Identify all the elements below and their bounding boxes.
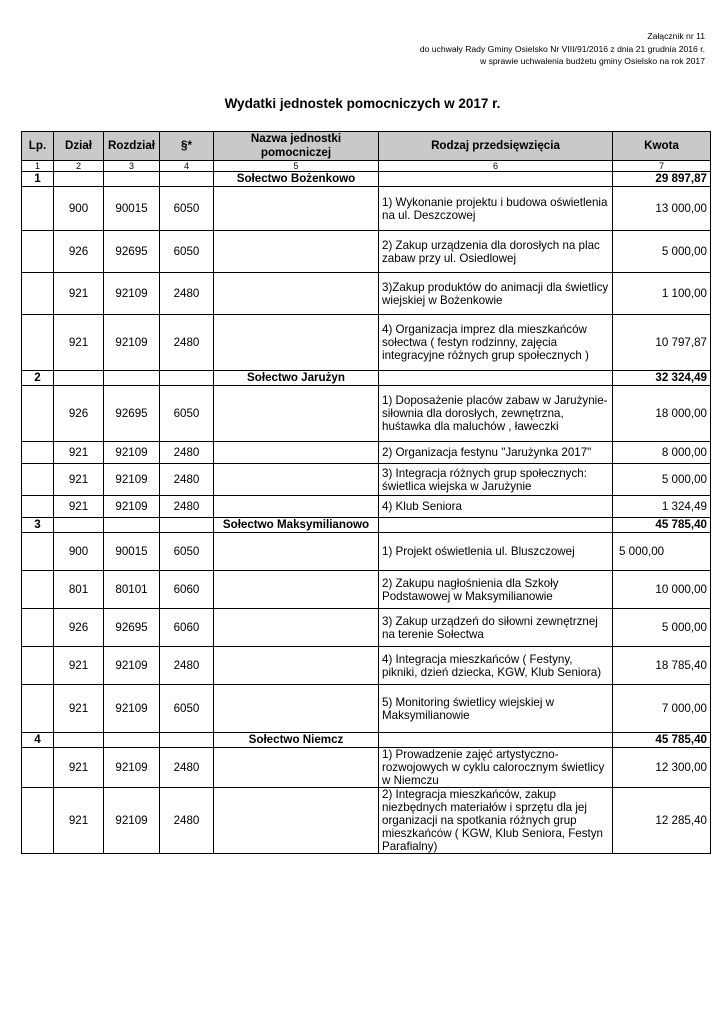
attachment-note	[420, 30, 705, 68]
amount-cell: 8 000,00	[613, 442, 711, 464]
column-number: 4	[160, 161, 214, 172]
dzial-cell: 921	[54, 496, 104, 518]
empty-cell	[214, 315, 379, 371]
empty-cell	[22, 464, 54, 496]
section-row	[22, 518, 711, 533]
dzial-cell: 926	[54, 609, 104, 647]
empty-cell	[22, 273, 54, 315]
rozdzial-cell: 90015	[104, 533, 160, 571]
column-number: 3	[104, 161, 160, 172]
empty-cell	[214, 187, 379, 231]
empty-cell	[214, 464, 379, 496]
amount-cell: 12 285,40	[613, 788, 711, 854]
amount-cell: 5 000,00	[613, 464, 711, 496]
empty-cell	[104, 733, 160, 748]
column-number-row	[22, 161, 711, 172]
table-row	[22, 533, 711, 571]
table-row	[22, 315, 711, 371]
paragraf-cell: 6060	[160, 571, 214, 609]
empty-cell	[379, 371, 613, 386]
amount-cell: 13 000,00	[613, 187, 711, 231]
empty-cell	[22, 609, 54, 647]
description-cell: 4) Klub Seniora	[379, 496, 613, 518]
page-title: Wydatki jednostek pomocniczych w 2017 r.	[224, 96, 501, 111]
empty-cell	[214, 685, 379, 733]
section-name: Sołectwo Bożenkowo	[214, 172, 379, 187]
empty-cell	[379, 172, 613, 187]
empty-cell	[22, 386, 54, 442]
description-cell: 1) Wykonanie projektu i budowa oświetlenia na ul. Deszczowej	[379, 187, 613, 231]
section-row	[22, 371, 711, 386]
empty-cell	[54, 733, 104, 748]
description-cell: 3)Zakup produktów do animacji dla świetlicy wiejskiej w Bożenkowie	[379, 273, 613, 315]
empty-cell	[214, 442, 379, 464]
description-cell: 1) Prowadzenie zajęć artystyczno- rozwojowych w cyklu calorocznym świetlicy w Niemczu	[379, 748, 613, 788]
dzial-cell: 921	[54, 647, 104, 685]
amount-cell: 10 797,87	[613, 315, 711, 371]
empty-cell	[22, 788, 54, 854]
section-total: 32 324,49	[613, 371, 711, 386]
amount-cell: 7 000,00	[613, 685, 711, 733]
expenses-table	[21, 131, 711, 854]
table-row	[22, 187, 711, 231]
header-rozdzial: Rozdział	[104, 132, 160, 161]
rozdzial-cell: 92109	[104, 442, 160, 464]
section-lp: 3	[22, 518, 54, 533]
paragraf-cell: 2480	[160, 647, 214, 685]
table-row	[22, 231, 711, 273]
empty-cell	[22, 533, 54, 571]
empty-cell	[214, 231, 379, 273]
empty-cell	[104, 371, 160, 386]
amount-cell: 1 100,00	[613, 273, 711, 315]
empty-cell	[214, 788, 379, 854]
empty-cell	[214, 386, 379, 442]
header-row	[22, 132, 711, 161]
paragraf-cell: 2480	[160, 496, 214, 518]
header-lp: Lp.	[22, 132, 54, 161]
empty-cell	[160, 172, 214, 187]
empty-cell	[214, 571, 379, 609]
rozdzial-cell: 92109	[104, 496, 160, 518]
rozdzial-cell: 92695	[104, 386, 160, 442]
column-number: 7	[613, 161, 711, 172]
amount-cell: 12 300,00	[613, 748, 711, 788]
rozdzial-cell: 92109	[104, 748, 160, 788]
empty-cell	[214, 496, 379, 518]
rozdzial-cell: 92109	[104, 788, 160, 854]
empty-cell	[22, 496, 54, 518]
amount-cell: 5 000,00	[613, 231, 711, 273]
dzial-cell: 926	[54, 231, 104, 273]
table-row	[22, 748, 711, 788]
attachment-line-1: Załącznik nr 11	[647, 31, 705, 41]
header-paragraf: §*	[160, 132, 214, 161]
dzial-cell: 921	[54, 442, 104, 464]
table-row	[22, 496, 711, 518]
paragraf-cell: 6050	[160, 386, 214, 442]
paragraf-cell: 2480	[160, 442, 214, 464]
paragraf-cell: 2480	[160, 464, 214, 496]
table-row	[22, 464, 711, 496]
rozdzial-cell: 92109	[104, 273, 160, 315]
dzial-cell: 926	[54, 386, 104, 442]
description-cell: 2) Zakupu nagłośnienia dla Szkoły Podstawowej w Maksymilianowie	[379, 571, 613, 609]
dzial-cell: 801	[54, 571, 104, 609]
amount-cell: 18 000,00	[613, 386, 711, 442]
header-nazwa: Nazwa jednostki pomocniczej	[214, 132, 379, 161]
column-number: 2	[54, 161, 104, 172]
section-name: Sołectwo Niemcz	[214, 733, 379, 748]
empty-cell	[22, 647, 54, 685]
column-number: 6	[379, 161, 613, 172]
empty-cell	[104, 172, 160, 187]
empty-cell	[22, 442, 54, 464]
dzial-cell: 921	[54, 788, 104, 854]
description-cell: 2) Zakup urządzenia dla dorosłych na plac zabaw przy ul. Osiedlowej	[379, 231, 613, 273]
section-lp: 2	[22, 371, 54, 386]
table-row	[22, 386, 711, 442]
section-total: 45 785,40	[613, 733, 711, 748]
paragraf-cell: 6050	[160, 231, 214, 273]
description-cell: 4) Integracja mieszkańców ( Festyny, pikniki, dzień dziecka, KGW, Klub Seniora)	[379, 647, 613, 685]
dzial-cell: 921	[54, 748, 104, 788]
rozdzial-cell: 92695	[104, 609, 160, 647]
description-cell: 4) Organizacja imprez dla mieszkańców sołectwa ( festyn rodzinny, zajęcia integracyjne różnych grup społecznych )	[379, 315, 613, 371]
paragraf-cell: 6050	[160, 187, 214, 231]
empty-cell	[22, 187, 54, 231]
empty-cell	[54, 172, 104, 187]
description-cell: 2) Organizacja festynu "Jarużynka 2017"	[379, 442, 613, 464]
rozdzial-cell: 92695	[104, 231, 160, 273]
paragraf-cell: 2480	[160, 315, 214, 371]
amount-cell: 1 324,49	[613, 496, 711, 518]
table-row	[22, 647, 711, 685]
paragraf-cell: 2480	[160, 273, 214, 315]
table-row	[22, 788, 711, 854]
empty-cell	[214, 533, 379, 571]
empty-cell	[22, 571, 54, 609]
empty-cell	[104, 518, 160, 533]
column-number: 5	[214, 161, 379, 172]
dzial-cell: 921	[54, 315, 104, 371]
table-row	[22, 685, 711, 733]
paragraf-cell: 2480	[160, 788, 214, 854]
table-row	[22, 273, 711, 315]
empty-cell	[160, 518, 214, 533]
attachment-line-3: w sprawie uchwalenia budżetu gminy Osielsko na rok 2017	[480, 56, 705, 66]
rozdzial-cell: 92109	[104, 647, 160, 685]
description-cell: 5) Monitoring świetlicy wiejskiej w Maksymilianowie	[379, 685, 613, 733]
description-cell: 2) Integracja mieszkańców, zakup niezbędnych materiałów i sprzętu dla jej organizacji na spotkania różnych grup mieszkańców ( KGW, Klub Seniora, Festyn Parafialny)	[379, 788, 613, 854]
empty-cell	[160, 371, 214, 386]
column-number: 1	[22, 161, 54, 172]
empty-cell	[54, 371, 104, 386]
table-row	[22, 609, 711, 647]
paragraf-cell: 6050	[160, 533, 214, 571]
empty-cell	[22, 315, 54, 371]
empty-cell	[214, 273, 379, 315]
empty-cell	[379, 733, 613, 748]
empty-cell	[54, 518, 104, 533]
header-dzial: Dział	[54, 132, 104, 161]
rozdzial-cell: 92109	[104, 685, 160, 733]
empty-cell	[22, 748, 54, 788]
section-row	[22, 172, 711, 187]
empty-cell	[214, 609, 379, 647]
empty-cell	[160, 733, 214, 748]
description-cell: 1) Projekt oświetlenia ul. Bluszczowej	[379, 533, 613, 571]
dzial-cell: 900	[54, 187, 104, 231]
dzial-cell: 921	[54, 464, 104, 496]
description-cell: 3) Integracja różnych grup społecznych: świetlica wiejska w Jarużynie	[379, 464, 613, 496]
table-row	[22, 571, 711, 609]
rozdzial-cell: 90015	[104, 187, 160, 231]
empty-cell	[22, 685, 54, 733]
amount-cell: 5 000,00	[613, 609, 711, 647]
rozdzial-cell: 92109	[104, 315, 160, 371]
section-total: 29 897,87	[613, 172, 711, 187]
section-lp: 1	[22, 172, 54, 187]
section-lp: 4	[22, 733, 54, 748]
attachment-line-2: do uchwały Rady Gminy Osielsko Nr VIII/91/2016 z dnia 21 grudnia 2016 r.	[419, 43, 705, 54]
paragraf-cell: 2480	[160, 748, 214, 788]
description-cell: 1) Doposażenie placów zabaw w Jarużynie- siłownia dla dorosłych, zewnętrzna, huśtawka dla maluchów , ławeczki	[379, 386, 613, 442]
header-rodzaj: Rodzaj przedsięwzięcia	[379, 132, 613, 161]
section-name: Sołectwo Jarużyn	[214, 371, 379, 386]
amount-cell: 18 785,40	[613, 647, 711, 685]
section-name: Sołectwo Maksymilianowo	[214, 518, 379, 533]
amount-cell: 5 000,00	[613, 533, 711, 571]
header-kwota: Kwota	[613, 132, 711, 161]
section-total: 45 785,40	[613, 518, 711, 533]
dzial-cell: 900	[54, 533, 104, 571]
dzial-cell: 921	[54, 685, 104, 733]
empty-cell	[22, 231, 54, 273]
table-row	[22, 442, 711, 464]
paragraf-cell: 6060	[160, 609, 214, 647]
empty-cell	[379, 518, 613, 533]
paragraf-cell: 6050	[160, 685, 214, 733]
rozdzial-cell: 80101	[104, 571, 160, 609]
description-cell: 3) Zakup urządzeń do siłowni zewnętrznej na terenie Sołectwa	[379, 609, 613, 647]
dzial-cell: 921	[54, 273, 104, 315]
rozdzial-cell: 92109	[104, 464, 160, 496]
section-row	[22, 733, 711, 748]
empty-cell	[214, 748, 379, 788]
amount-cell: 10 000,00	[613, 571, 711, 609]
empty-cell	[214, 647, 379, 685]
